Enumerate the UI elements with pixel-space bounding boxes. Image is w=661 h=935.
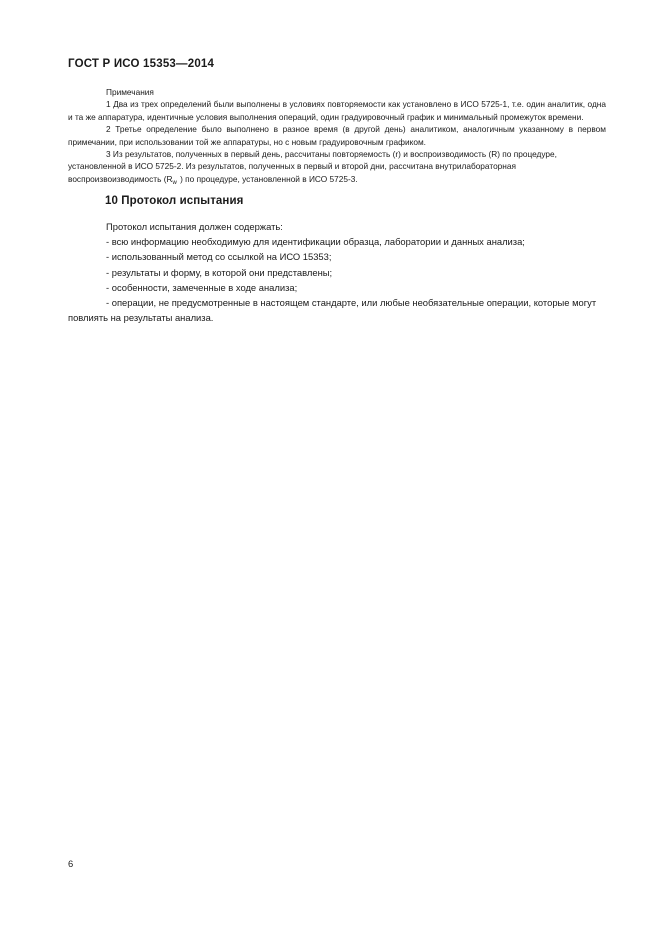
requirement-list-item: - результаты и форму, в которой они представлены; [106, 266, 333, 278]
requirement-list-item: - особенности, замеченные в ходе анализа; [106, 281, 298, 293]
section-body [68, 219, 606, 325]
note-item-3-text-before-subscript: 3 Из результатов, полученных в первый день, рассчитаны повторяемость (r) и воспроизводимость (R) по процедуре, установленной в ИСО 5725-2. Из результатов, полученных в первый и второй дни, рассчитана внутрилабораторная воспроизвоизводимость (R [68, 149, 557, 184]
section-heading-test-report: 10 Протокол испытания [105, 195, 244, 207]
requirement-list-item: - операции, не предусмотренные в настоящем стандарте, или любые необязательные операции, которые могут повлиять на результаты анализа. [68, 297, 597, 324]
section-intro-paragraph: Протокол испытания должен содержать: [106, 221, 283, 232]
note-item-3 [68, 148, 606, 189]
note-item-1: 1 Два из трех определений были выполнены в условиях повторяемости как установлено в ИСО 5725-1, т.е. один аналитик, одна и та же аппаратура, идентичные условия выполнения операций, один градуировочный график и минимальный промежуток времени. [68, 99, 606, 122]
note-item-3-text-after-subscript: ) по процедуре, установленной в ИСО 5725-3. [177, 173, 358, 184]
note-item-3-subscript: w [172, 179, 177, 186]
requirement-list-item: - использованный метод со ссылкой на ИСО 15353; [106, 251, 332, 263]
notes-block [68, 86, 606, 189]
notes-title: Примечания [106, 87, 154, 97]
page-number: 6 [68, 858, 74, 869]
requirement-list-item: - всю информацию необходимую для идентификации образца, лаборатории и данных анализа; [106, 236, 525, 248]
document-header-standard-number: ГОСТ Р ИСО 15353—2014 [68, 58, 215, 70]
note-item-2: 2 Третье определение было выполнено в разное время (в другой день) аналитиком, аналогичным указанному в первом примечании, при использовании той же аппаратуры, но с новым градуировочным графиком. [68, 124, 606, 147]
